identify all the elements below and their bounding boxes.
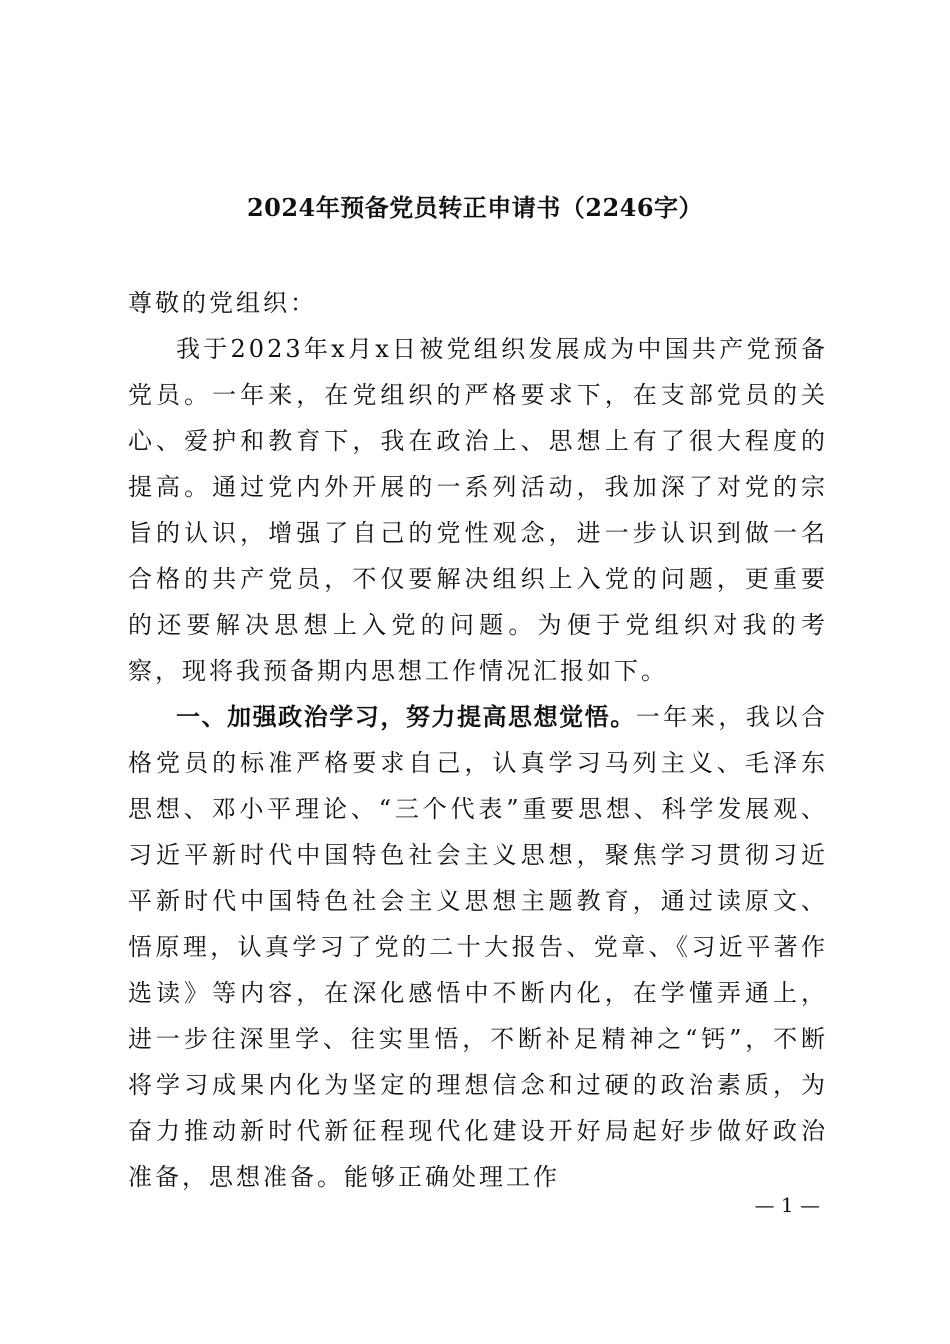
salutation: 尊敬的党组织：	[128, 289, 317, 317]
document-title: 2024年预备党员转正申请书（2246字）	[246, 193, 704, 222]
section-1-heading: 一、加强政治学习，努力提高思想觉悟。	[176, 703, 636, 731]
document-body	[128, 280, 828, 1200]
paragraph-section-1	[128, 694, 828, 1200]
section-1-body: 一年来，我以合格党员的标准严格要求自己，认真学习马列主义、毛泽东思想、邓小平理论、“三个代表”重要思想、科学发展观、习近平新时代中国特色社会主义思想，聚焦学习贯彻习近平新时代中国特色社会主义思想主题教育，通过读原文、悟原理，认真学习了党的二十大报告、党章、《习近平著作选读》等内容，在深化感悟中不断内化，在学懂弄通上，进一步往深里学、往实里悟，不断补足精神之“钙”，不断将学习成果内化为坚定的理想信念和过硬的政治素质，为奋力推动新时代新征程现代化建设开好局起好步做好政治准备，思想准备。能够正确处理工作	[128, 703, 828, 1191]
paragraph-intro: 我于2023年x月x日被党组织发展成为中国共产党预备党员。一年来，在党组织的严格要求下，在支部党员的关心、爱护和教育下，我在政治上、思想上有了很大程度的提高。通过党内外开展的一系列活动，我加深了对党的宗旨的认识，增强了自己的党性观念，进一步认识到做一名合格的共产党员，不仅要解决组织上入党的问题，更重要的还要解决思想上入党的问题。为便于党组织对我的考察，现将我预备期内思想工作情况汇报如下。	[128, 335, 828, 685]
page-number: — 1 —	[754, 1193, 820, 1217]
